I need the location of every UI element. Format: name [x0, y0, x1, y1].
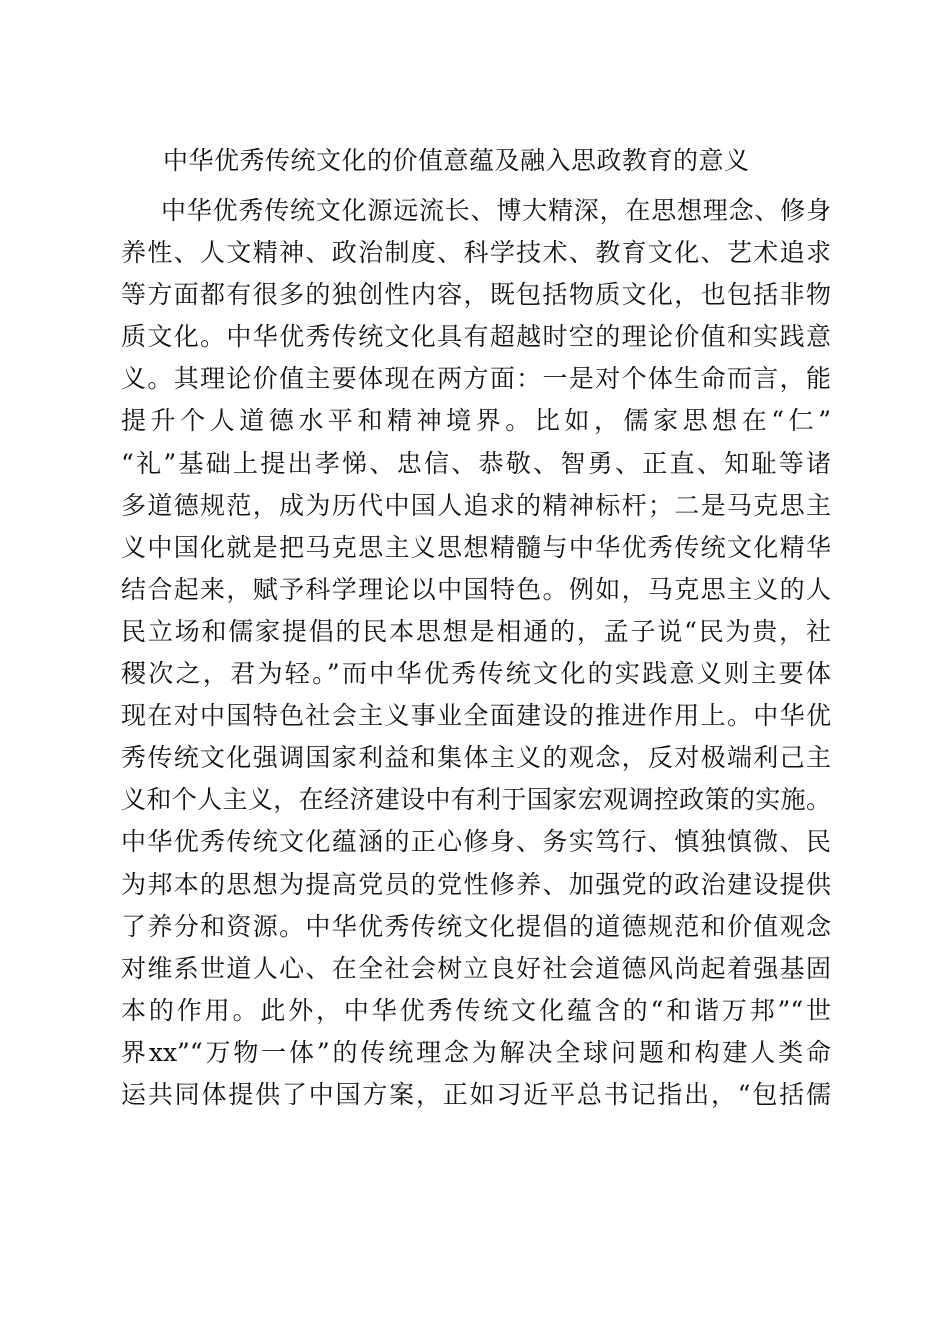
paragraph-line: 结合起来，赋予科学理论以中国特色。例如，马克思主义的人 — [121, 574, 831, 604]
paragraph-line: 稷次之，君为轻。”而中华优秀传统文化的实践意义则主要体 — [121, 659, 831, 689]
paragraph-line: 了养分和资源。中华优秀传统文化提倡的道德规范和价值观念 — [121, 911, 831, 941]
paragraph-line: 运共同体提供了中国方案，正如习近平总书记指出，“包括儒 — [121, 1079, 831, 1109]
paragraph-line: 质文化。中华优秀传统文化具有超越时空的理论价值和实践意 — [121, 322, 831, 352]
paragraph-line: 义。其理论价值主要体现在两方面：一是对个体生命而言，能 — [121, 364, 831, 394]
paragraph-line: 中华优秀传统文化蕴涵的正心修身、务实笃行、慎独慎微、民 — [121, 827, 831, 857]
document-body — [121, 190, 831, 1116]
paragraph-line: 提升个人道德水平和精神境界。比如，儒家思想在“仁” — [121, 406, 831, 436]
paragraph-line: 中华优秀传统文化源远流长、博大精深，在思想理念、修身 — [161, 196, 831, 225]
paragraph-line: “礼”基础上提出孝悌、忠信、恭敬、智勇、正直、知耻等诸 — [121, 448, 831, 478]
paragraph-line: 为邦本的思想为提高党员的党性修养、加强党的政治建设提供 — [121, 869, 831, 899]
paragraph-line: 现在对中国特色社会主义事业全面建设的推进作用上。中华优 — [121, 701, 831, 731]
paragraph-line: 界xx”“万物一体”的传统理念为解决全球问题和构建人类命 — [121, 1037, 831, 1067]
paragraph-line: 民立场和儒家提倡的民本思想是相通的，孟子说“民为贵，社 — [121, 616, 831, 646]
paragraph-line: 义中国化就是把马克思主义思想精髓与中华优秀传统文化精华 — [121, 532, 831, 562]
paragraph-line: 多道德规范，成为历代中国人追求的精神标杆；二是马克思主 — [121, 490, 831, 520]
document-title: 中华优秀传统文化的价值意蕴及融入思政教育的意义 — [163, 146, 750, 175]
paragraph-line: 义和个人主义，在经济建设中有利于国家宏观调控政策的实施。 — [121, 785, 831, 815]
paragraph-line: 等方面都有很多的独创性内容，既包括物质文化，也包括非物 — [121, 280, 831, 310]
paragraph-line: 本的作用。此外，中华优秀传统文化蕴含的“和谐万邦”“世 — [121, 995, 831, 1025]
paragraph-line: 对维系世道人心、在全社会树立良好社会道德风尚起着强基固 — [121, 953, 831, 983]
paragraph-line: 养性、人文精神、政治制度、科学技术、教育文化、艺术追求 — [121, 238, 831, 268]
paragraph-line: 秀传统文化强调国家利益和集体主义的观念，反对极端利己主 — [121, 743, 831, 773]
